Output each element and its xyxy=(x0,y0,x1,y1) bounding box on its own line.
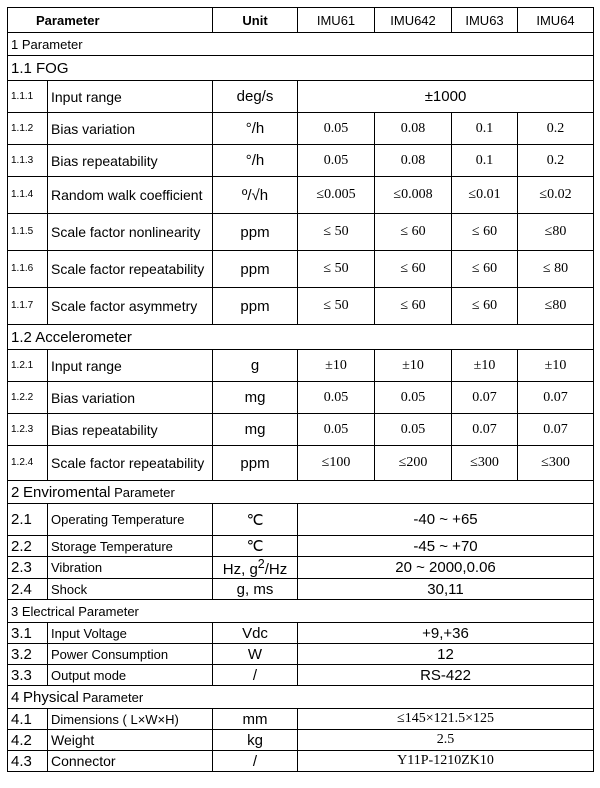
table-row xyxy=(8,113,594,145)
value-cell: 0.07 xyxy=(518,382,594,414)
subsection-row xyxy=(8,56,594,81)
param-name: Operating Temperature xyxy=(48,504,213,536)
unit-cell: ppm xyxy=(213,251,298,288)
row-number: 1.1.6 xyxy=(8,251,48,288)
subsection-title: 1.1 FOG xyxy=(8,56,594,81)
unit-cell: mg xyxy=(213,414,298,446)
value-cell: ≤300 xyxy=(452,446,518,481)
unit-cell: °/h xyxy=(213,145,298,177)
value-cell: ≤ 50 xyxy=(298,214,375,251)
value-cell-all: +9,+36 xyxy=(298,623,594,644)
unit-cell: ℃ xyxy=(213,536,298,557)
table-row xyxy=(8,579,594,600)
table-row xyxy=(8,81,594,113)
section-word: Physical xyxy=(22,688,79,706)
section-title: 3 Electrical Parameter xyxy=(8,600,594,623)
value-cell: ≤ 60 xyxy=(452,214,518,251)
value-cell-all: 2.5 xyxy=(298,730,594,751)
param-name: Power Consumption xyxy=(48,644,213,665)
value-cell: ≤ 80 xyxy=(518,251,594,288)
table-row xyxy=(8,751,594,772)
param-name: Bias repeatability xyxy=(48,145,213,177)
row-number: 1.1.5 xyxy=(8,214,48,251)
table-row xyxy=(8,557,594,579)
value-cell: ≤ 50 xyxy=(298,288,375,325)
table-row xyxy=(8,145,594,177)
unit-cell: g xyxy=(213,350,298,382)
row-number: 1.2.1 xyxy=(8,350,48,382)
table-row xyxy=(8,536,594,557)
unit-sup: 2 xyxy=(257,557,265,571)
section-title xyxy=(8,686,594,709)
row-number: 1.1.3 xyxy=(8,145,48,177)
unit-cell xyxy=(213,557,298,579)
value-cell-all: ≤145×121.5×125 xyxy=(298,709,594,730)
unit-cell: deg/s xyxy=(213,81,298,113)
table-row xyxy=(8,350,594,382)
row-number: 1.1.7 xyxy=(8,288,48,325)
section-word: Enviromental xyxy=(22,483,111,501)
header-model: IMU63 xyxy=(452,8,518,33)
param-name: Connector xyxy=(48,751,213,772)
table-row xyxy=(8,623,594,644)
row-number: 4.1 xyxy=(8,709,48,730)
row-number: 2.3 xyxy=(8,557,48,579)
param-name: Bias variation xyxy=(48,382,213,414)
table-row xyxy=(8,382,594,414)
table-row xyxy=(8,504,594,536)
unit-cell: mm xyxy=(213,709,298,730)
value-cell: ≤ 60 xyxy=(375,214,452,251)
value-cell-all: Y11P-1210ZK10 xyxy=(298,751,594,772)
header-row xyxy=(8,8,594,33)
unit-post: /Hz xyxy=(264,561,288,578)
param-name: Scale factor repeatability xyxy=(48,251,213,288)
value-cell: 0.05 xyxy=(298,414,375,446)
section-title: 1 Parameter xyxy=(8,33,594,56)
value-cell: 0.05 xyxy=(298,113,375,145)
unit-cell: ppm xyxy=(213,288,298,325)
value-cell-all: 20 ~ 2000,0.06 xyxy=(298,557,594,579)
value-cell: ±10 xyxy=(298,350,375,382)
unit-cell: ppm xyxy=(213,446,298,481)
value-cell: ≤300 xyxy=(518,446,594,481)
value-cell: ≤0.02 xyxy=(518,177,594,214)
section-tail: Parameter xyxy=(82,689,144,705)
value-cell: 0.08 xyxy=(375,113,452,145)
value-cell: ≤ 60 xyxy=(375,251,452,288)
unit-cell: W xyxy=(213,644,298,665)
table-row xyxy=(8,414,594,446)
row-number: 2.4 xyxy=(8,579,48,600)
value-cell-all: ±1000 xyxy=(298,81,594,113)
param-name: Scale factor repeatability xyxy=(48,446,213,481)
value-cell: 0.05 xyxy=(298,145,375,177)
unit-cell: mg xyxy=(213,382,298,414)
header-parameter: Parameter xyxy=(8,8,213,33)
param-name: Output mode xyxy=(48,665,213,686)
table-row xyxy=(8,665,594,686)
value-cell: 0.2 xyxy=(518,145,594,177)
header-model: IMU64 xyxy=(518,8,594,33)
section-row xyxy=(8,600,594,623)
value-cell: ±10 xyxy=(518,350,594,382)
table-row xyxy=(8,214,594,251)
table-row xyxy=(8,288,594,325)
value-cell: ≤100 xyxy=(298,446,375,481)
value-cell: 0.05 xyxy=(375,414,452,446)
row-number: 1.1.2 xyxy=(8,113,48,145)
param-name: Weight xyxy=(48,730,213,751)
subsection-row xyxy=(8,325,594,350)
table-row xyxy=(8,709,594,730)
table-row xyxy=(8,644,594,665)
row-number: 1.1.1 xyxy=(8,81,48,113)
table-row xyxy=(8,730,594,751)
param-name: Shock xyxy=(48,579,213,600)
row-number: 3.2 xyxy=(8,644,48,665)
unit-cell: ppm xyxy=(213,214,298,251)
value-cell: ≤0.005 xyxy=(298,177,375,214)
value-cell-all: 30,11 xyxy=(298,579,594,600)
section-row xyxy=(8,686,594,709)
param-name: Scale factor nonlinearity xyxy=(48,214,213,251)
row-number: 3.1 xyxy=(8,623,48,644)
param-name: Input Voltage xyxy=(48,623,213,644)
param-name: Storage Temperature xyxy=(48,536,213,557)
value-cell: ≤200 xyxy=(375,446,452,481)
param-name: Vibration xyxy=(48,557,213,579)
unit-cell: Vdc xyxy=(213,623,298,644)
value-cell: ≤0.01 xyxy=(452,177,518,214)
spec-table xyxy=(7,7,594,772)
row-number: 1.2.4 xyxy=(8,446,48,481)
param-name: Scale factor asymmetry xyxy=(48,288,213,325)
value-cell: ≤ 50 xyxy=(298,251,375,288)
value-cell: ≤80 xyxy=(518,214,594,251)
param-name: Bias repeatability xyxy=(48,414,213,446)
header-model: IMU61 xyxy=(298,8,375,33)
unit-cell: ℃ xyxy=(213,504,298,536)
value-cell: 0.1 xyxy=(452,145,518,177)
param-name: Random walk coefficient xyxy=(48,177,213,214)
row-number: 1.1.4 xyxy=(8,177,48,214)
value-cell: ≤ 60 xyxy=(452,288,518,325)
param-name: Bias variation xyxy=(48,113,213,145)
row-number: 1.2.3 xyxy=(8,414,48,446)
param-name: Input range xyxy=(48,350,213,382)
table-row xyxy=(8,446,594,481)
table-row xyxy=(8,251,594,288)
value-cell: ≤ 60 xyxy=(452,251,518,288)
value-cell: ≤80 xyxy=(518,288,594,325)
header-model: IMU642 xyxy=(375,8,452,33)
unit-cell: kg xyxy=(213,730,298,751)
unit-cell: g, ms xyxy=(213,579,298,600)
value-cell: 0.05 xyxy=(298,382,375,414)
section-row xyxy=(8,481,594,504)
value-cell: 0.07 xyxy=(452,414,518,446)
section-number: 2 xyxy=(11,483,20,501)
unit-cell: / xyxy=(213,751,298,772)
param-name: Dimensions ( L×W×H) xyxy=(48,709,213,730)
row-number: 2.2 xyxy=(8,536,48,557)
value-cell: ±10 xyxy=(452,350,518,382)
section-tail: Parameter xyxy=(114,484,175,500)
param-name: Input range xyxy=(48,81,213,113)
header-unit: Unit xyxy=(213,8,298,33)
value-cell-all: 12 xyxy=(298,644,594,665)
row-number: 4.3 xyxy=(8,751,48,772)
value-cell: 0.07 xyxy=(452,382,518,414)
row-number: 2.1 xyxy=(8,504,48,536)
value-cell: 0.08 xyxy=(375,145,452,177)
value-cell-all: -40 ~ +65 xyxy=(298,504,594,536)
subsection-title: 1.2 Accelerometer xyxy=(8,325,594,350)
value-cell: 0.1 xyxy=(452,113,518,145)
section-number: 4 xyxy=(11,688,20,706)
row-number: 4.2 xyxy=(8,730,48,751)
value-cell: 0.07 xyxy=(518,414,594,446)
value-cell-all: RS-422 xyxy=(298,665,594,686)
section-title xyxy=(8,481,594,504)
section-row xyxy=(8,33,594,56)
value-cell: ≤ 60 xyxy=(375,288,452,325)
row-number: 1.2.2 xyxy=(8,382,48,414)
table-row xyxy=(8,177,594,214)
value-cell: 0.05 xyxy=(375,382,452,414)
value-cell: ≤0.008 xyxy=(375,177,452,214)
unit-cell: / xyxy=(213,665,298,686)
value-cell-all: -45 ~ +70 xyxy=(298,536,594,557)
value-cell: ±10 xyxy=(375,350,452,382)
row-number: 3.3 xyxy=(8,665,48,686)
unit-cell: º/√h xyxy=(213,177,298,214)
unit-cell: °/h xyxy=(213,113,298,145)
value-cell: 0.2 xyxy=(518,113,594,145)
unit-pre: Hz, g xyxy=(222,561,258,578)
